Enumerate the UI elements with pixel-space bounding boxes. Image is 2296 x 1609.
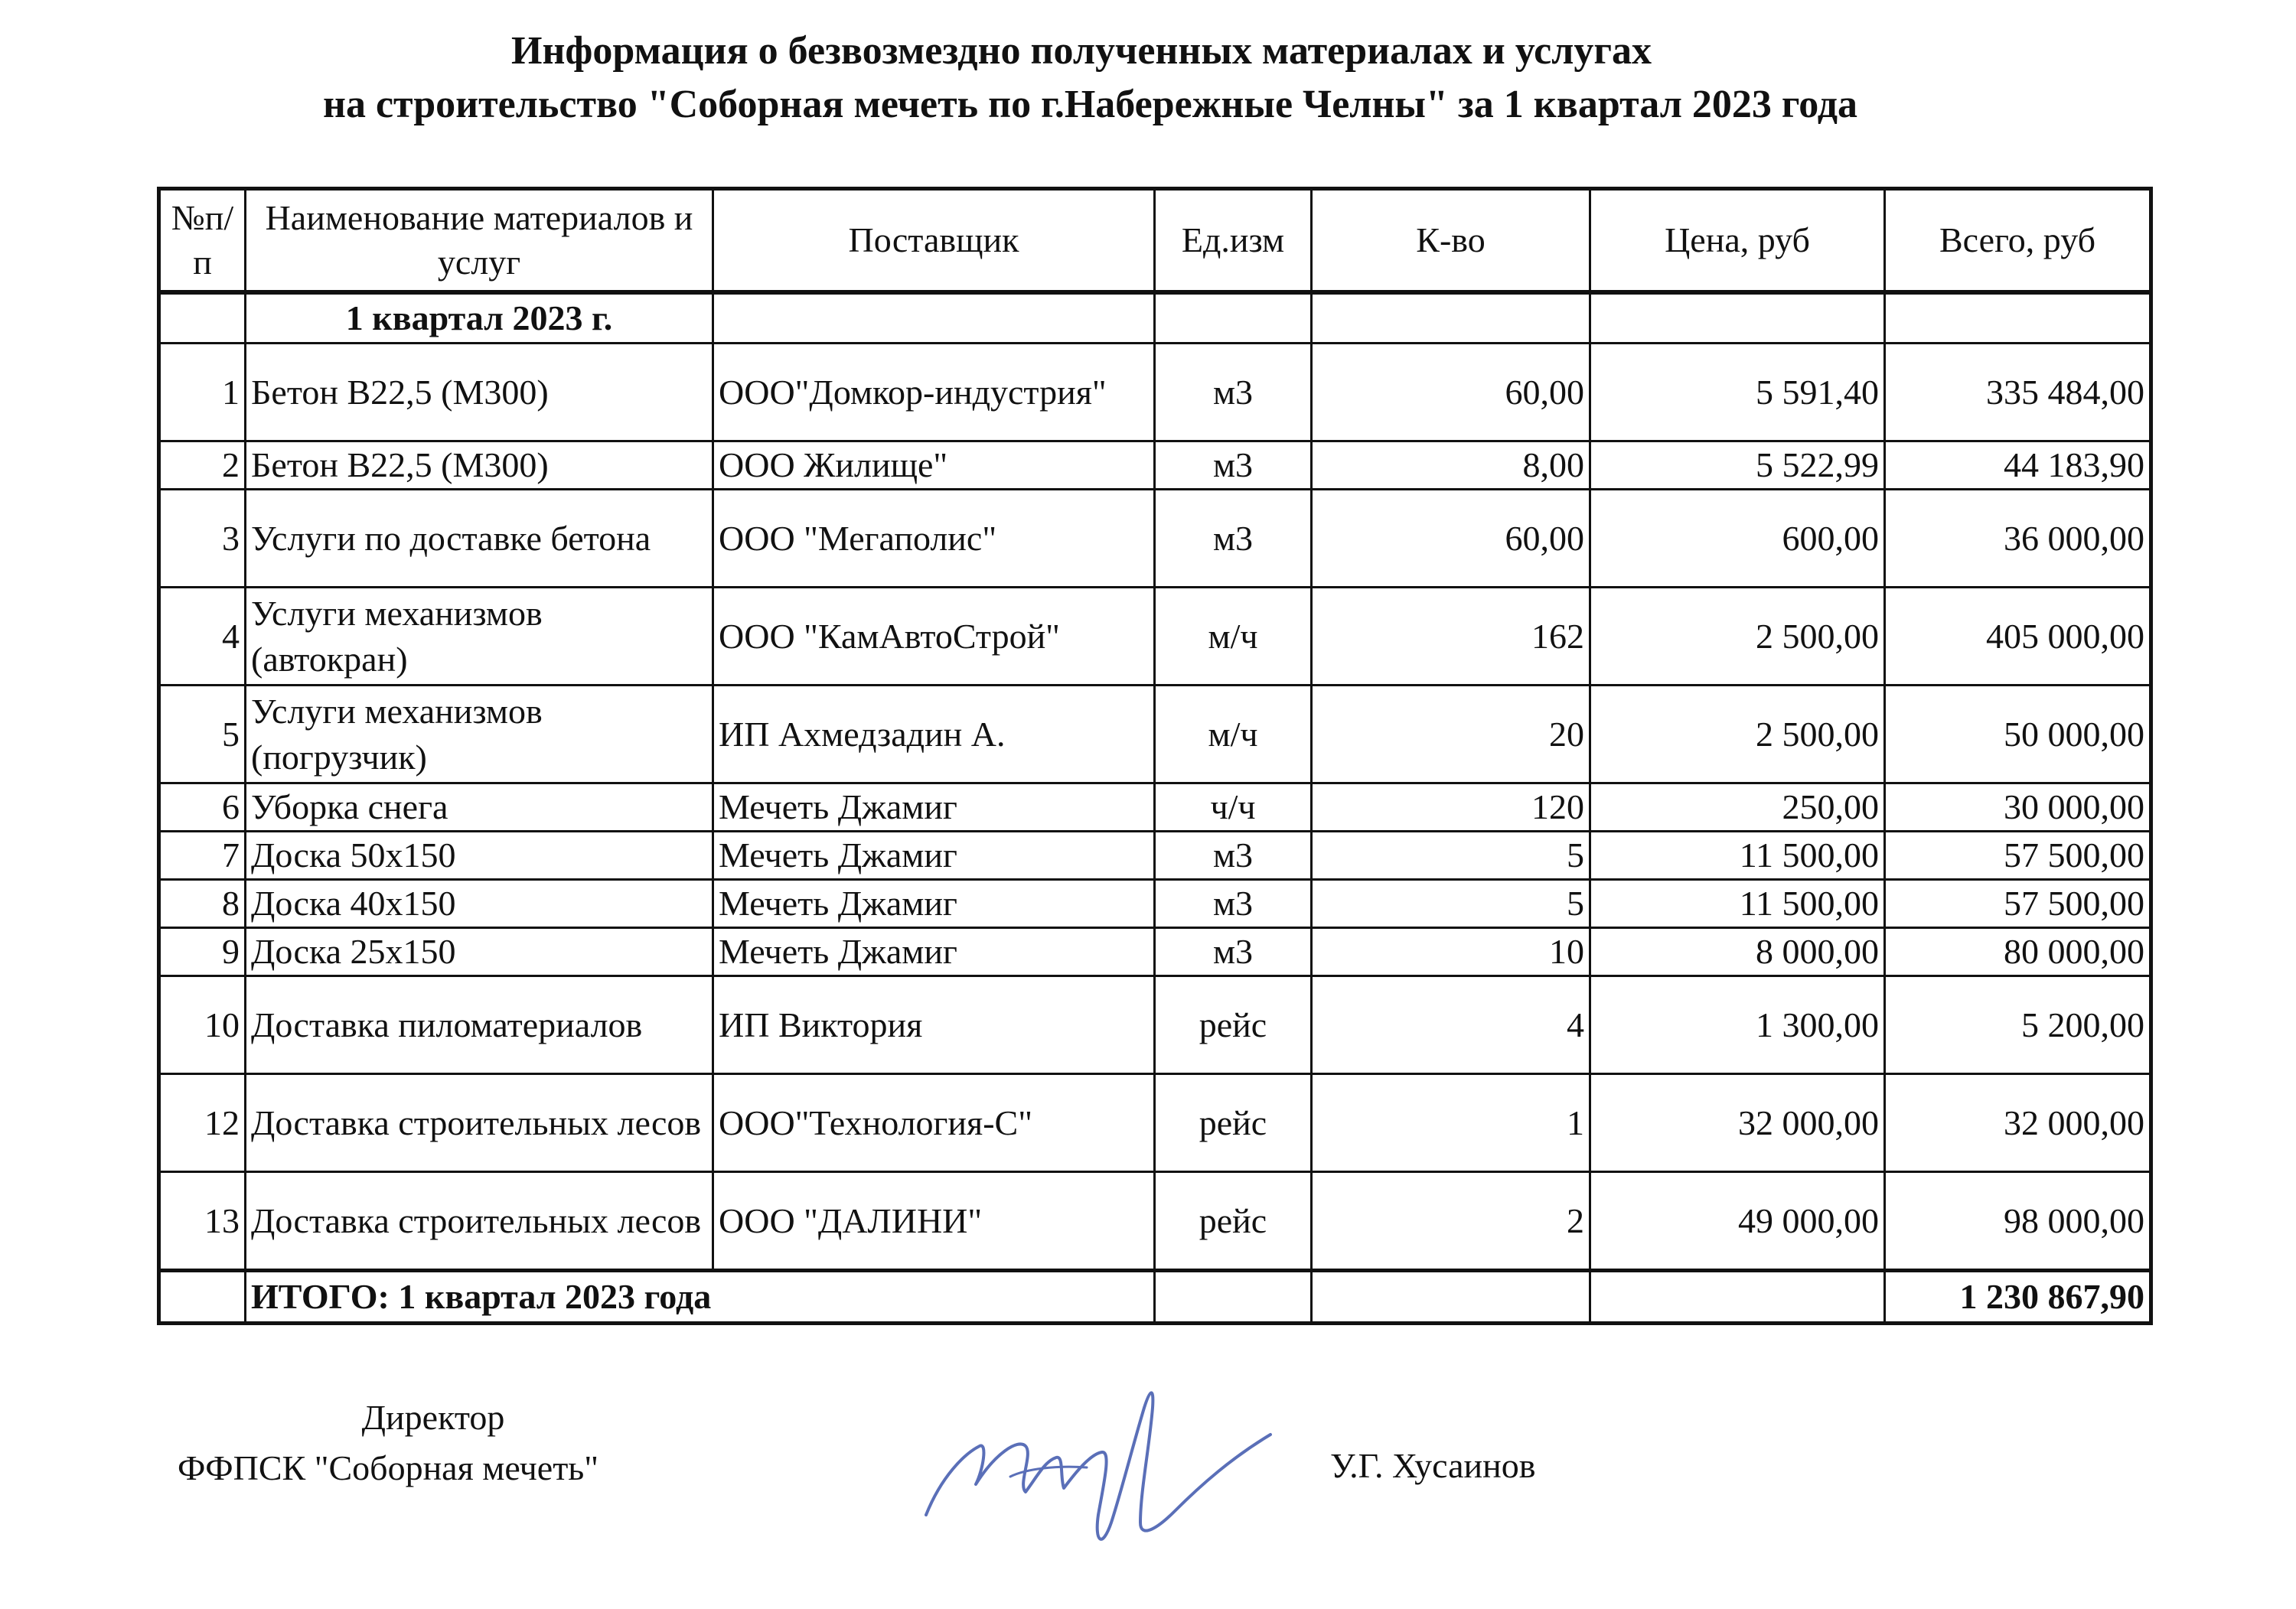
- row-price: 2 500,00: [1590, 588, 1885, 686]
- row-qty: 8,00: [1312, 441, 1590, 490]
- row-supplier: ООО"Технология-С": [713, 1074, 1155, 1172]
- table-row: [159, 1172, 2151, 1271]
- row-qty: 5: [1312, 880, 1590, 928]
- document-title-line-1: Информация о безвозмездно полученных материалах и услугах: [511, 29, 1652, 73]
- signatory-role: Директор: [361, 1398, 505, 1437]
- row-total: 57 500,00: [1885, 880, 2151, 928]
- row-price: 32 000,00: [1590, 1074, 1885, 1172]
- row-name: Услуги по доставке бетона: [246, 490, 713, 588]
- total-empty-cell: [1590, 1271, 1885, 1324]
- period-empty-cell: [713, 292, 1155, 344]
- row-price: 49 000,00: [1590, 1172, 1885, 1271]
- row-name: Услуги механизмов (погрузчик): [246, 686, 713, 783]
- row-name: Доставка строительных лесов: [246, 1074, 713, 1172]
- period-empty-cell: [159, 292, 246, 344]
- row-supplier: ИП Виктория: [713, 976, 1155, 1074]
- signatory-name: У.Г. Хусаинов: [1330, 1446, 1536, 1485]
- table-row: [159, 880, 2151, 928]
- table-row: [159, 928, 2151, 976]
- table-row: [159, 344, 2151, 441]
- total-empty-cell: [1312, 1271, 1590, 1324]
- header-num: №п/п: [159, 189, 246, 293]
- row-unit: рейс: [1155, 1074, 1312, 1172]
- row-name: Доска 50х150: [246, 832, 713, 880]
- row-num: 8: [159, 880, 246, 928]
- table-row: [159, 686, 2151, 783]
- row-unit: м3: [1155, 441, 1312, 490]
- row-qty: 1: [1312, 1074, 1590, 1172]
- row-num: 12: [159, 1074, 246, 1172]
- row-price: 5 522,99: [1590, 441, 1885, 490]
- row-name: Уборка снега: [246, 783, 713, 832]
- row-unit: м3: [1155, 880, 1312, 928]
- row-price: 250,00: [1590, 783, 1885, 832]
- row-supplier: Мечеть Джамиг: [713, 783, 1155, 832]
- row-name: Бетон В22,5 (М300): [246, 344, 713, 441]
- row-num: 1: [159, 344, 246, 441]
- row-unit: рейс: [1155, 1172, 1312, 1271]
- total-label: ИТОГО: 1 квартал 2023 года: [246, 1271, 1155, 1324]
- row-total: 30 000,00: [1885, 783, 2151, 832]
- row-unit: рейс: [1155, 976, 1312, 1074]
- table-row: [159, 490, 2151, 588]
- row-total: 32 000,00: [1885, 1074, 2151, 1172]
- row-num: 6: [159, 783, 246, 832]
- row-total: 44 183,90: [1885, 441, 2151, 490]
- row-unit: ч/ч: [1155, 783, 1312, 832]
- table-row: [159, 832, 2151, 880]
- row-num: 9: [159, 928, 246, 976]
- row-qty: 20: [1312, 686, 1590, 783]
- period-label: 1 квартал 2023 г.: [246, 292, 713, 344]
- row-unit: м3: [1155, 344, 1312, 441]
- row-unit: м3: [1155, 928, 1312, 976]
- row-name: Доска 40х150: [246, 880, 713, 928]
- handwritten-signature: [911, 1362, 1278, 1561]
- row-price: 8 000,00: [1590, 928, 1885, 976]
- table-row: [159, 1074, 2151, 1172]
- row-name: Услуги механизмов (автокран): [246, 588, 713, 686]
- row-supplier: ООО "Мегаполис": [713, 490, 1155, 588]
- table-row: [159, 783, 2151, 832]
- signature-stroke: [926, 1392, 1270, 1539]
- row-num: 4: [159, 588, 246, 686]
- row-supplier: ООО "ДАЛИНИ": [713, 1172, 1155, 1271]
- row-qty: 162: [1312, 588, 1590, 686]
- row-name: Доставка пиломатериалов: [246, 976, 713, 1074]
- row-supplier: ИП Ахмедзадин А.: [713, 686, 1155, 783]
- row-name: Доска 25х150: [246, 928, 713, 976]
- header-total: Всего, руб: [1885, 189, 2151, 293]
- header-supplier: Поставщик: [713, 189, 1155, 293]
- period-empty-cell: [1155, 292, 1312, 344]
- period-empty-cell: [1590, 292, 1885, 344]
- row-total: 335 484,00: [1885, 344, 2151, 441]
- row-num: 7: [159, 832, 246, 880]
- table-row: [159, 441, 2151, 490]
- row-qty: 4: [1312, 976, 1590, 1074]
- row-price: 2 500,00: [1590, 686, 1885, 783]
- row-name: Доставка строительных лесов: [246, 1172, 713, 1271]
- total-empty-cell: [159, 1271, 246, 1324]
- row-unit: м/ч: [1155, 686, 1312, 783]
- total-value: 1 230 867,90: [1885, 1271, 2151, 1324]
- row-supplier: ООО"Домкор-индустрия": [713, 344, 1155, 441]
- row-total: 50 000,00: [1885, 686, 2151, 783]
- row-num: 5: [159, 686, 246, 783]
- row-qty: 60,00: [1312, 344, 1590, 441]
- row-total: 98 000,00: [1885, 1172, 2151, 1271]
- row-num: 10: [159, 976, 246, 1074]
- row-name: Бетон В22,5 (М300): [246, 441, 713, 490]
- header-qty: К-во: [1312, 189, 1590, 293]
- row-qty: 60,00: [1312, 490, 1590, 588]
- row-supplier: ООО "КамАвтоСтрой": [713, 588, 1155, 686]
- document-title-line-2: на строительство "Соборная мечеть по г.Набережные Челны" за 1 квартал 2023 года: [323, 83, 1857, 126]
- row-num: 2: [159, 441, 246, 490]
- row-total: 405 000,00: [1885, 588, 2151, 686]
- period-empty-cell: [1885, 292, 2151, 344]
- row-supplier: Мечеть Джамиг: [713, 832, 1155, 880]
- table-row: [159, 588, 2151, 686]
- period-row: [159, 292, 2151, 344]
- row-total: 5 200,00: [1885, 976, 2151, 1074]
- row-total: 57 500,00: [1885, 832, 2151, 880]
- row-price: 11 500,00: [1590, 832, 1885, 880]
- total-row: [159, 1271, 2151, 1324]
- table-header-row: [159, 189, 2151, 293]
- row-unit: м/ч: [1155, 588, 1312, 686]
- row-qty: 10: [1312, 928, 1590, 976]
- table-row: [159, 976, 2151, 1074]
- row-price: 11 500,00: [1590, 880, 1885, 928]
- header-unit: Ед.изм: [1155, 189, 1312, 293]
- row-supplier: Мечеть Джамиг: [713, 880, 1155, 928]
- row-unit: м3: [1155, 832, 1312, 880]
- row-qty: 5: [1312, 832, 1590, 880]
- row-price: 5 591,40: [1590, 344, 1885, 441]
- row-total: 36 000,00: [1885, 490, 2151, 588]
- row-price: 1 300,00: [1590, 976, 1885, 1074]
- row-total: 80 000,00: [1885, 928, 2151, 976]
- materials-table: [157, 187, 2153, 1325]
- header-price: Цена, руб: [1590, 189, 1885, 293]
- row-qty: 120: [1312, 783, 1590, 832]
- row-unit: м3: [1155, 490, 1312, 588]
- row-num: 3: [159, 490, 246, 588]
- total-empty-cell: [1155, 1271, 1312, 1324]
- row-supplier: ООО Жилище": [713, 441, 1155, 490]
- row-price: 600,00: [1590, 490, 1885, 588]
- row-supplier: Мечеть Джамиг: [713, 928, 1155, 976]
- signatory-block: [177, 1392, 670, 1493]
- period-empty-cell: [1312, 292, 1590, 344]
- row-num: 13: [159, 1172, 246, 1271]
- row-qty: 2: [1312, 1172, 1590, 1271]
- signatory-organization: ФФПСК "Соборная мечеть": [177, 1448, 599, 1487]
- header-name: Наименование материалов и услуг: [246, 189, 713, 293]
